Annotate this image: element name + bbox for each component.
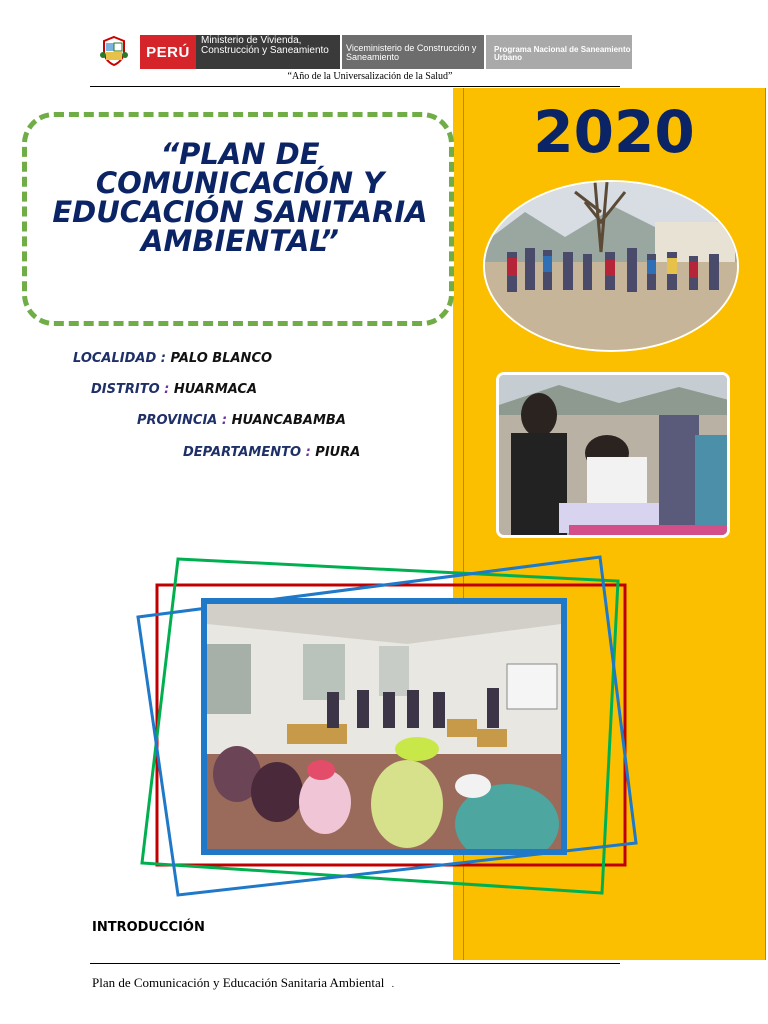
panel-edge [765, 88, 766, 960]
distrito-line [91, 382, 257, 397]
separator: : [160, 351, 166, 366]
header-rule [90, 86, 620, 87]
departamento-label: DEPARTAMENTO [183, 445, 302, 460]
page-footer [92, 975, 394, 991]
separator: : [305, 445, 311, 460]
registration-photo [496, 372, 730, 538]
year-slogan: “Año de la Universalización de la Salud” [287, 71, 453, 82]
peru-coat-of-arms-logo [98, 35, 130, 67]
year-heading: 2020 [533, 98, 695, 166]
peru-brand-label: PERÚ [140, 35, 196, 69]
document-title: “PLAN DE COMUNICACIÓN Y EDUCACIÓN SANITARIA AMBIENTAL” [52, 137, 428, 258]
footer-dot: . [391, 979, 394, 989]
localidad-line [73, 351, 272, 366]
separator: : [221, 413, 228, 428]
section-heading-introduccion: INTRODUCCIÓN [92, 920, 205, 935]
separator: : [164, 382, 170, 397]
vice-ministry-label: Viceministerio de Construcción y Saneamiento [342, 35, 484, 69]
ministry-label: Ministerio de Vivienda, Construcción y Saneamiento [196, 35, 340, 69]
distrito-label: DISTRITO [91, 382, 160, 397]
provincia-label: PROVINCIA [137, 413, 218, 428]
distrito-value: HUARMACA [173, 382, 258, 397]
departamento-value: PIURA [315, 445, 361, 460]
footer-text: Plan de Comunicación y Educación Sanitaria Ambiental [92, 975, 385, 990]
footer-rule [90, 963, 620, 964]
provincia-line [137, 413, 346, 428]
departamento-line [183, 445, 360, 460]
provincia-value: HUANCABAMBA [231, 413, 346, 428]
program-label: Programa Nacional de Saneamiento Urbano [486, 35, 632, 69]
localidad-value: PALO BLANCO [170, 351, 273, 366]
community-meeting-photo [483, 180, 739, 352]
classroom-workshop-photo [201, 598, 567, 855]
localidad-label: LOCALIDAD [73, 351, 157, 366]
